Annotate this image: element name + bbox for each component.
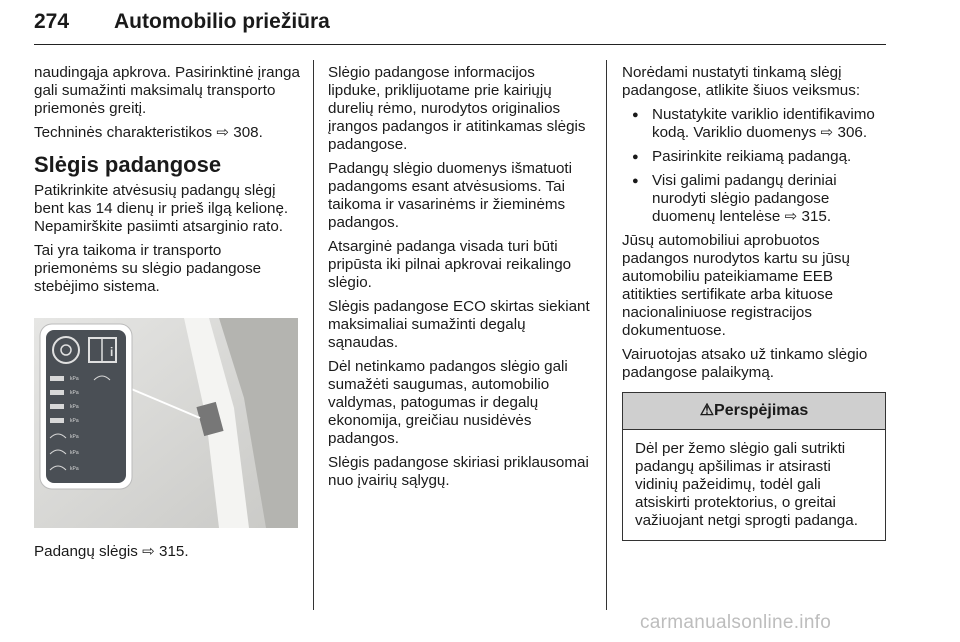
page-title: Automobilio priežiūra [114,10,330,33]
paragraph-reference: Techninės charakteristikos ⇨ 308. [34,124,263,141]
section-heading: Slėgis padangose [34,152,222,177]
row-icon [50,390,64,395]
kpa-label: kPa [70,434,79,440]
paragraph: Dėl netinkamo padangos slėgio gali sumažėti saugumas, automobilio valdymas, patogumas ir degalų ekonomija, greičiau nusidėvės padangos. [328,358,568,447]
paragraph: Norėdami nustatyti tinkamą slėgį padangose, atlikite šiuos veiksmus: [622,64,861,99]
paragraph: naudingąja apkrova. Pasirinktinė įranga gali sumažinti maksimalų transporto priemonės greitį. [34,64,300,117]
kpa-label: kPa [70,418,79,424]
column-middle [328,64,590,496]
paragraph: Patikrinkite atvėsusių padangų slėgį bent kas 14 dienų ir prieš ilgą kelionę. Nepamirškite pasiimti atsarginio rato. [34,182,289,235]
paragraph: Padangų slėgio duomenys išmatuoti padangoms esant atvėsusioms. Tai taikoma ir vasarinėms ir žieminėms padangos. [328,160,572,231]
paragraph: Vairuotojas atsako už tinkamo slėgio padangose palaikymą. [622,346,868,381]
page-number: 274 [34,10,70,33]
paragraph: Jūsų automobiliui aprobuotos padangos nurodytos kartu su jūsų automobiliu pateikiamame EEB atitikties sertifikate arba kituose nacionaliniuose registracijos dokumentuose. [622,232,850,339]
row-icon [50,404,64,409]
paragraph: Slėgis padangose ECO skirtas siekiant maksimaliai sumažinti degalų sąnaudas. [328,298,590,351]
row-icon [50,418,64,423]
column-divider [313,60,314,610]
warning-text: Dėl per žemo slėgio gali sutrikti padangų apšilimas ir atsirasti vidinių pažeidimų, todėl gali atsiskirti protektorius, o greitai važiuojant netgi sprogti padanga. [635,440,858,529]
list-item: ● Visi galimi padangų deriniai nurodyti slėgio padangose duomenų lentelėse ⇨ 315. [622,172,886,226]
paragraph: Slėgis padangose skiriasi priklausomai nuo įvairių sąlygų. [328,454,589,489]
steps-list [622,106,886,226]
kpa-label: kPa [70,376,79,382]
paragraph: Slėgio padangose informacijos lipduke, priklijuotame prie kairiųjų durelių rėmo, nurodytos originalios įrangos padangos ir atitinkamas slėgis padangose. [328,64,586,153]
info-icon: i [110,345,114,359]
kpa-label: kPa [70,466,79,472]
list-item: ● Nustatykite variklio identifikavimo kodą. Variklio duomenys ⇨ 306. [622,106,886,142]
warning-title: ⚠Perspėjimas [623,393,885,430]
column-left [34,64,302,302]
paragraph: Tai yra taikoma ir transporto priemonėms su slėgio padangose stebėjimo sistema. [34,242,262,295]
watermark: carmanualsonline.info [640,612,832,633]
column-right [622,64,886,541]
kpa-label: kPa [70,390,79,396]
figure-caption: Padangų slėgis ⇨ 315. [34,543,189,560]
paragraph: Atsarginė padanga visada turi būti pripūsta iki pilnai apkrovai reikalingo slėgio. [328,238,572,291]
column-divider [606,60,607,610]
tire-pressure-label-illustration [34,318,298,528]
illustration-svg [34,318,298,528]
kpa-label: kPa [70,450,79,456]
list-item: ● Pasirinkite reikiamą padangą. [622,148,886,166]
warning-box [622,392,886,541]
row-icon [50,376,64,381]
kpa-label: kPa [70,404,79,410]
page-header [34,8,886,45]
